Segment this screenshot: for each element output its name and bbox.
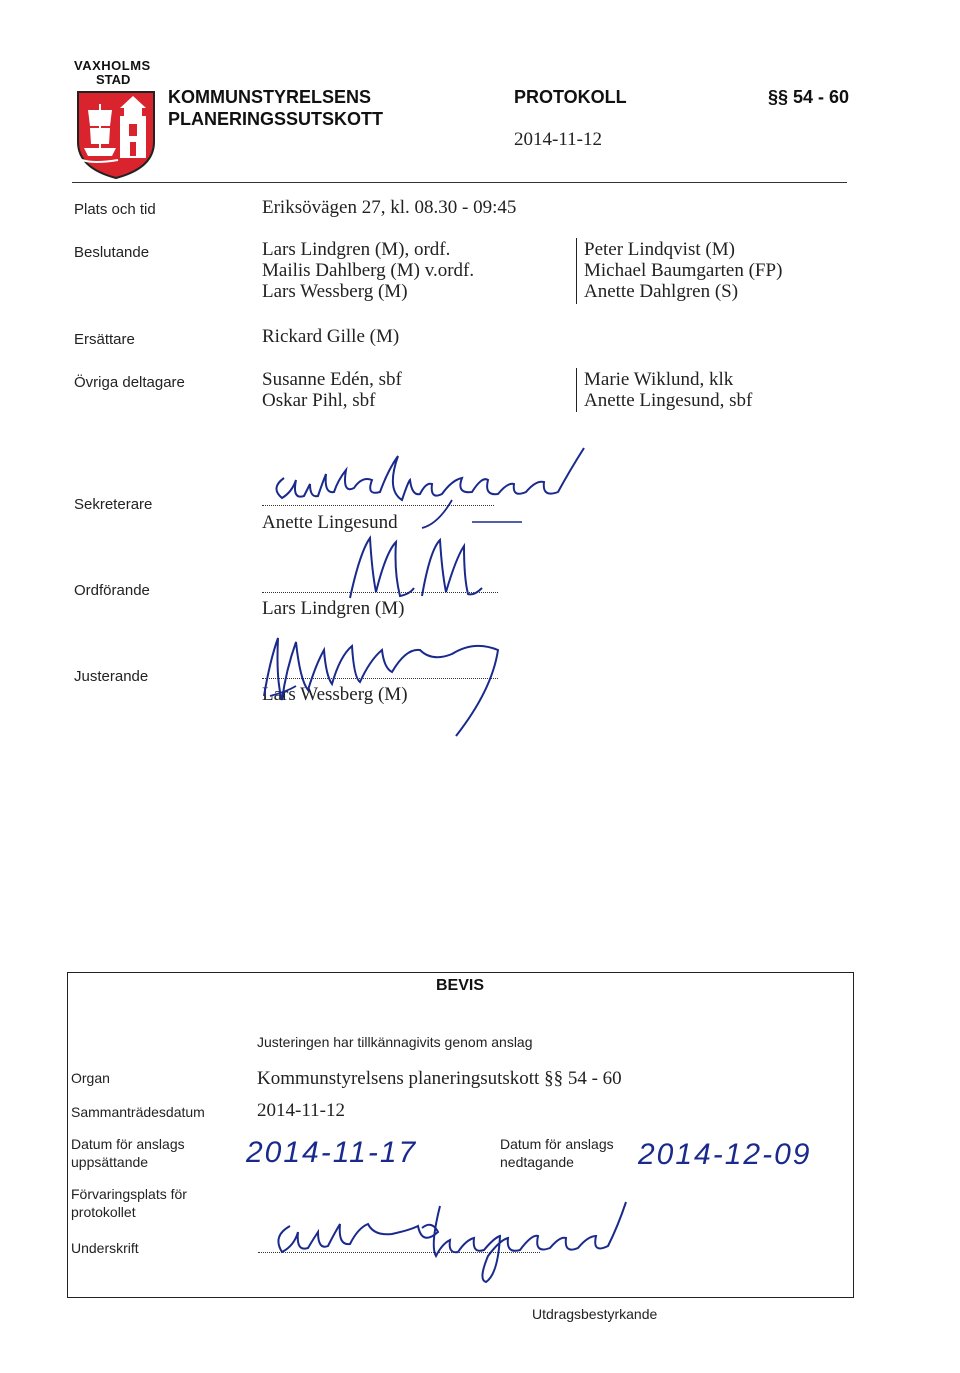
decision-member: Peter Lindqvist (M) — [584, 239, 735, 260]
participant: Marie Wiklund, klk — [584, 369, 734, 390]
proof-title: BEVIS — [436, 977, 485, 994]
decision-right-list — [584, 239, 782, 302]
place-label: Plats och tid — [74, 201, 156, 218]
proof-signature-line — [258, 1252, 540, 1253]
body-title-line2: PLANERINGSSUTSKOTT — [168, 109, 384, 129]
participant: Susanne Edén, sbf — [262, 369, 402, 390]
crest-icon — [74, 90, 158, 180]
proof-box — [67, 972, 854, 1298]
chair-name: Lars Lindgren (M) — [262, 598, 405, 619]
decision-member: Anette Dahlgren (S) — [584, 281, 739, 302]
other-divider — [576, 368, 577, 412]
decision-member: Mailis Dahlberg (M) v.ordf. — [262, 260, 475, 281]
proof-footer: Utdragsbestyrkande — [532, 1306, 658, 1322]
removed-date-value: 2014-12-09 — [638, 1138, 812, 1171]
header-divider — [72, 182, 847, 183]
other-participants-label: Övriga deltagare — [74, 374, 185, 391]
secretary-name: Anette Lingesund — [262, 512, 398, 533]
chair-label: Ordförande — [74, 582, 150, 599]
storage-label-2: protokollet — [71, 1204, 136, 1220]
chair-signature-line — [262, 592, 498, 593]
secretary-label: Sekreterare — [74, 496, 153, 513]
participant: Oskar Pihl, sbf — [262, 390, 376, 411]
proof-intro: Justeringen har tillkännagivits genom anslag — [257, 1034, 533, 1050]
decision-member: Michael Baumgarten (FP) — [584, 260, 783, 281]
paragraph-range: §§ 54 - 60 — [768, 87, 850, 107]
adjuster-signature-icon — [256, 620, 516, 740]
signature-label: Underskrift — [71, 1240, 139, 1256]
meeting-date-label: Sammanträdesdatum — [71, 1104, 205, 1120]
secretary-signature-line — [262, 505, 494, 506]
header-date: 2014-11-12 — [514, 129, 602, 150]
adjuster-name: Lars Wessberg (M) — [262, 684, 408, 705]
substitute-label: Ersättare — [74, 331, 135, 348]
removed-date-label-2: nedtagande — [500, 1154, 574, 1170]
posted-date-label-2: uppsättande — [71, 1154, 149, 1170]
body-title-line1: KOMMUNSTYRELSENS — [168, 87, 372, 107]
decision-member: Lars Wessberg (M) — [262, 281, 408, 302]
decision-divider — [576, 238, 577, 304]
decision-left-list — [262, 239, 474, 302]
other-left-list — [262, 369, 402, 411]
participant: Anette Lingesund, sbf — [584, 390, 753, 411]
storage-label-1: Förvaringsplats för — [71, 1186, 187, 1202]
municipality-name-line2: STAD — [96, 72, 131, 87]
adjuster-label: Justerande — [74, 668, 149, 685]
adjuster-signature-line — [262, 678, 498, 679]
posted-date-label-1: Datum för anslags — [71, 1136, 185, 1152]
municipality-logo — [70, 58, 160, 178]
organ-value: Kommunstyrelsens planeringsutskott §§ 54 - 60 — [257, 1068, 622, 1089]
municipality-name-line1: VAXHOLMS — [74, 58, 151, 73]
place-value: Eriksövägen 27, kl. 08.30 - 09:45 — [262, 197, 517, 218]
decision-member: Lars Lindgren (M), ordf. — [262, 239, 451, 260]
other-right-list — [584, 369, 752, 411]
decision-label: Beslutande — [74, 244, 150, 261]
removed-date-label-1: Datum för anslags — [500, 1136, 614, 1152]
document-type: PROTOKOLL — [514, 87, 627, 107]
posted-date-value: 2014-11-17 — [246, 1136, 418, 1169]
meeting-date-value: 2014-11-12 — [257, 1100, 345, 1121]
substitute-value: Rickard Gille (M) — [262, 326, 400, 347]
organ-label: Organ — [71, 1070, 110, 1086]
